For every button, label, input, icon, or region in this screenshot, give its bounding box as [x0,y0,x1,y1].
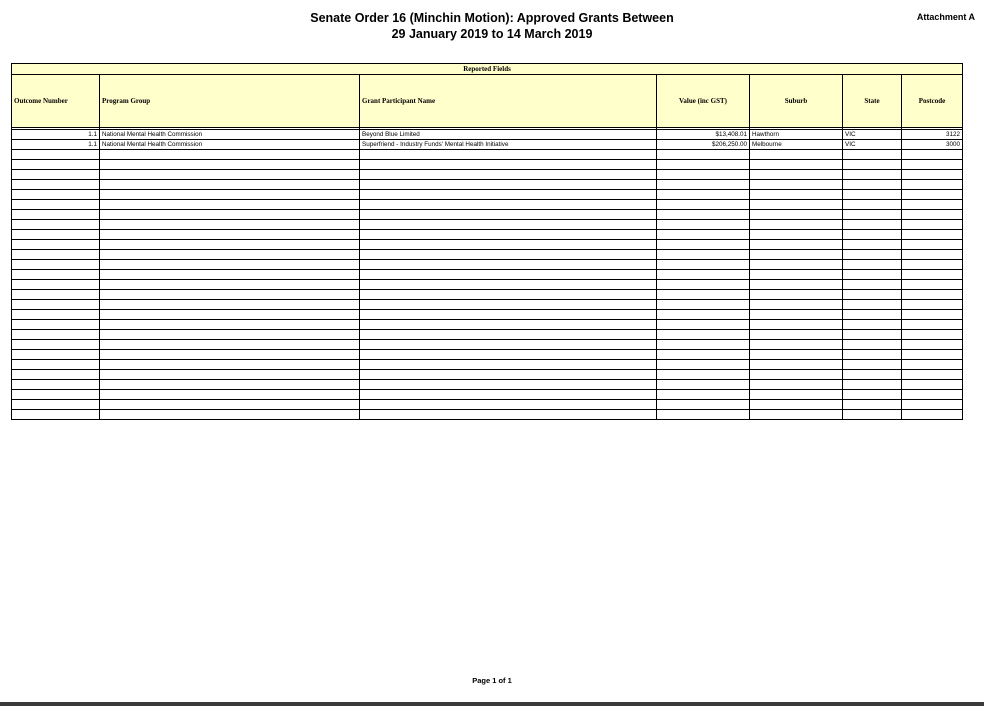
empty-cell [100,410,360,420]
empty-cell [843,290,902,300]
empty-cell [360,230,657,240]
empty-cell [843,330,902,340]
empty-cell [360,150,657,160]
empty-table-row [12,250,963,260]
empty-cell [843,400,902,410]
empty-cell [12,240,100,250]
empty-cell [657,260,750,270]
empty-cell [843,270,902,280]
empty-table-row [12,390,963,400]
empty-cell [360,380,657,390]
empty-cell [100,220,360,230]
empty-cell [100,320,360,330]
empty-cell [12,320,100,330]
empty-cell [360,270,657,280]
empty-cell [360,360,657,370]
empty-cell [657,380,750,390]
empty-table-row [12,170,963,180]
empty-cell [843,320,902,330]
empty-cell [360,320,657,330]
empty-cell [902,370,963,380]
empty-table-row [12,330,963,340]
empty-cell [750,310,843,320]
empty-cell [843,180,902,190]
empty-cell [360,370,657,380]
empty-cell [657,400,750,410]
empty-cell [657,390,750,400]
empty-cell [750,190,843,200]
empty-cell [657,250,750,260]
cell-suburb: Melbourne [750,140,843,150]
empty-cell [100,240,360,250]
empty-cell [657,220,750,230]
empty-cell [843,160,902,170]
empty-cell [750,370,843,380]
empty-cell [657,160,750,170]
empty-cell [657,300,750,310]
empty-cell [843,300,902,310]
empty-cell [902,390,963,400]
empty-cell [902,160,963,170]
table-row [12,130,963,140]
empty-cell [100,250,360,260]
empty-table-row [12,360,963,370]
empty-cell [902,300,963,310]
empty-cell [12,210,100,220]
empty-cell [750,380,843,390]
empty-cell [100,370,360,380]
cell-suburb: Hawthorn [750,130,843,140]
empty-cell [100,230,360,240]
empty-cell [843,230,902,240]
empty-cell [360,310,657,320]
empty-cell [360,160,657,170]
empty-table-row [12,380,963,390]
empty-cell [360,220,657,230]
empty-cell [750,320,843,330]
column-header-program-group: Program Group [100,75,360,128]
empty-cell [750,250,843,260]
empty-table-row [12,370,963,380]
empty-cell [657,370,750,380]
column-header-state: State [843,75,902,128]
empty-cell [657,180,750,190]
column-header-suburb: Suburb [750,75,843,128]
cell-program-group: National Mental Health Commission [100,140,360,150]
empty-cell [843,310,902,320]
empty-cell [360,400,657,410]
empty-cell [750,400,843,410]
empty-cell [750,270,843,280]
empty-cell [12,250,100,260]
empty-cell [902,210,963,220]
attachment-label: Attachment A [916,12,975,22]
empty-table-row [12,310,963,320]
empty-cell [843,220,902,230]
empty-cell [100,200,360,210]
page-number: Page 1 of 1 [472,676,512,685]
empty-cell [902,240,963,250]
empty-cell [12,340,100,350]
bottom-bar [0,702,984,706]
column-header-grant-participant-name: Grant Participant Name [360,75,657,128]
empty-table-row [12,290,963,300]
empty-cell [100,330,360,340]
empty-cell [902,170,963,180]
empty-cell [750,330,843,340]
cell-postcode: 3122 [902,130,963,140]
empty-cell [843,190,902,200]
empty-table-row [12,230,963,240]
empty-cell [902,290,963,300]
empty-cell [843,390,902,400]
empty-cell [100,180,360,190]
empty-cell [12,410,100,420]
empty-cell [360,330,657,340]
empty-table-row [12,220,963,230]
empty-cell [360,190,657,200]
empty-cell [100,160,360,170]
empty-cell [360,170,657,180]
empty-cell [360,390,657,400]
empty-cell [12,310,100,320]
empty-cell [843,410,902,420]
title-line-2: 29 January 2019 to 14 March 2019 [391,27,593,41]
cell-outcome-number: 1.1 [12,130,100,140]
empty-cell [657,320,750,330]
empty-cell [902,340,963,350]
empty-cell [750,350,843,360]
empty-table-row [12,270,963,280]
empty-cell [100,290,360,300]
empty-cell [657,280,750,290]
empty-cell [12,390,100,400]
empty-cell [360,300,657,310]
empty-cell [843,280,902,290]
empty-cell [360,240,657,250]
cell-program-group: National Mental Health Commission [100,130,360,140]
empty-cell [12,290,100,300]
empty-cell [360,410,657,420]
empty-cell [657,310,750,320]
empty-cell [750,410,843,420]
empty-cell [902,360,963,370]
empty-cell [100,390,360,400]
empty-table-row [12,150,963,160]
empty-cell [12,190,100,200]
document-title [0,10,984,42]
column-header-outcome-number: Outcome Number [12,75,100,128]
empty-cell [657,210,750,220]
empty-cell [100,150,360,160]
empty-cell [843,360,902,370]
empty-cell [902,220,963,230]
empty-cell [100,300,360,310]
cell-outcome-number: 1.1 [12,140,100,150]
empty-cell [657,340,750,350]
empty-table-row [12,210,963,220]
empty-cell [902,250,963,260]
empty-cell [750,340,843,350]
empty-cell [12,360,100,370]
empty-table-row [12,160,963,170]
empty-cell [750,160,843,170]
empty-cell [902,200,963,210]
empty-cell [902,150,963,160]
empty-cell [657,330,750,340]
empty-cell [360,200,657,210]
title-line-1: Senate Order 16 (Minchin Motion): Approved Grants Between [310,11,674,25]
empty-cell [12,170,100,180]
empty-cell [902,180,963,190]
empty-cell [12,400,100,410]
empty-cell [843,340,902,350]
empty-cell [902,410,963,420]
empty-cell [12,350,100,360]
empty-cell [100,270,360,280]
empty-cell [360,350,657,360]
empty-cell [100,400,360,410]
empty-cell [843,200,902,210]
empty-cell [12,380,100,390]
empty-cell [902,320,963,330]
empty-cell [12,300,100,310]
empty-table-row [12,190,963,200]
empty-cell [902,190,963,200]
empty-cell [657,190,750,200]
empty-table-row [12,300,963,310]
empty-cell [360,250,657,260]
empty-cell [902,260,963,270]
empty-cell [100,170,360,180]
empty-cell [843,240,902,250]
empty-table-row [12,320,963,330]
empty-cell [902,350,963,360]
empty-cell [657,270,750,280]
empty-cell [657,150,750,160]
empty-cell [100,260,360,270]
empty-cell [360,280,657,290]
empty-cell [750,230,843,240]
empty-cell [750,170,843,180]
empty-table-row [12,410,963,420]
empty-cell [843,260,902,270]
reported-fields-header: Reported Fields [12,64,963,75]
empty-cell [843,250,902,260]
empty-cell [750,180,843,190]
empty-cell [12,270,100,280]
empty-cell [750,220,843,230]
empty-cell [750,280,843,290]
empty-cell [12,160,100,170]
empty-cell [100,350,360,360]
grants-table [11,63,963,420]
column-header-postcode: Postcode [902,75,963,128]
cell-state: VIC [843,130,902,140]
empty-cell [843,170,902,180]
empty-cell [843,150,902,160]
empty-cell [843,210,902,220]
empty-cell [12,230,100,240]
empty-cell [750,200,843,210]
cell-postcode: 3000 [902,140,963,150]
empty-cell [360,210,657,220]
empty-cell [360,290,657,300]
empty-cell [100,360,360,370]
empty-cell [750,210,843,220]
empty-cell [360,260,657,270]
empty-table-row [12,400,963,410]
empty-cell [902,280,963,290]
empty-cell [657,170,750,180]
empty-table-row [12,240,963,250]
empty-cell [750,260,843,270]
empty-cell [100,380,360,390]
cell-grant-participant-name: Beyond Blue Limited [360,130,657,140]
empty-cell [902,230,963,240]
empty-table-row [12,260,963,270]
empty-cell [843,370,902,380]
empty-cell [12,280,100,290]
empty-cell [902,270,963,280]
empty-cell [657,240,750,250]
empty-cell [750,300,843,310]
empty-cell [360,340,657,350]
empty-cell [657,360,750,370]
empty-cell [902,310,963,320]
empty-cell [750,290,843,300]
empty-cell [12,180,100,190]
cell-value: $13,408.01 [657,130,750,140]
empty-cell [750,150,843,160]
empty-cell [902,400,963,410]
empty-cell [657,350,750,360]
empty-cell [657,290,750,300]
empty-cell [12,260,100,270]
empty-cell [360,180,657,190]
empty-cell [750,360,843,370]
empty-cell [657,200,750,210]
cell-state: VIC [843,140,902,150]
empty-cell [12,330,100,340]
empty-table-row [12,350,963,360]
cell-grant-participant-name: Superfriend - Industry Funds' Mental Health Initiative [360,140,657,150]
empty-cell [843,380,902,390]
empty-cell [100,190,360,200]
empty-table-row [12,340,963,350]
empty-cell [750,390,843,400]
empty-cell [100,280,360,290]
empty-cell [12,370,100,380]
empty-table-row [12,280,963,290]
empty-cell [100,210,360,220]
empty-table-row [12,200,963,210]
empty-table-row [12,180,963,190]
empty-cell [12,220,100,230]
empty-cell [12,200,100,210]
cell-value: $206,250.00 [657,140,750,150]
empty-cell [100,340,360,350]
table-row [12,140,963,150]
empty-cell [657,230,750,240]
empty-cell [902,330,963,340]
empty-cell [12,150,100,160]
empty-cell [657,410,750,420]
column-header-value: Value (inc GST) [657,75,750,128]
empty-cell [902,380,963,390]
empty-cell [750,240,843,250]
empty-cell [100,310,360,320]
empty-cell [843,350,902,360]
